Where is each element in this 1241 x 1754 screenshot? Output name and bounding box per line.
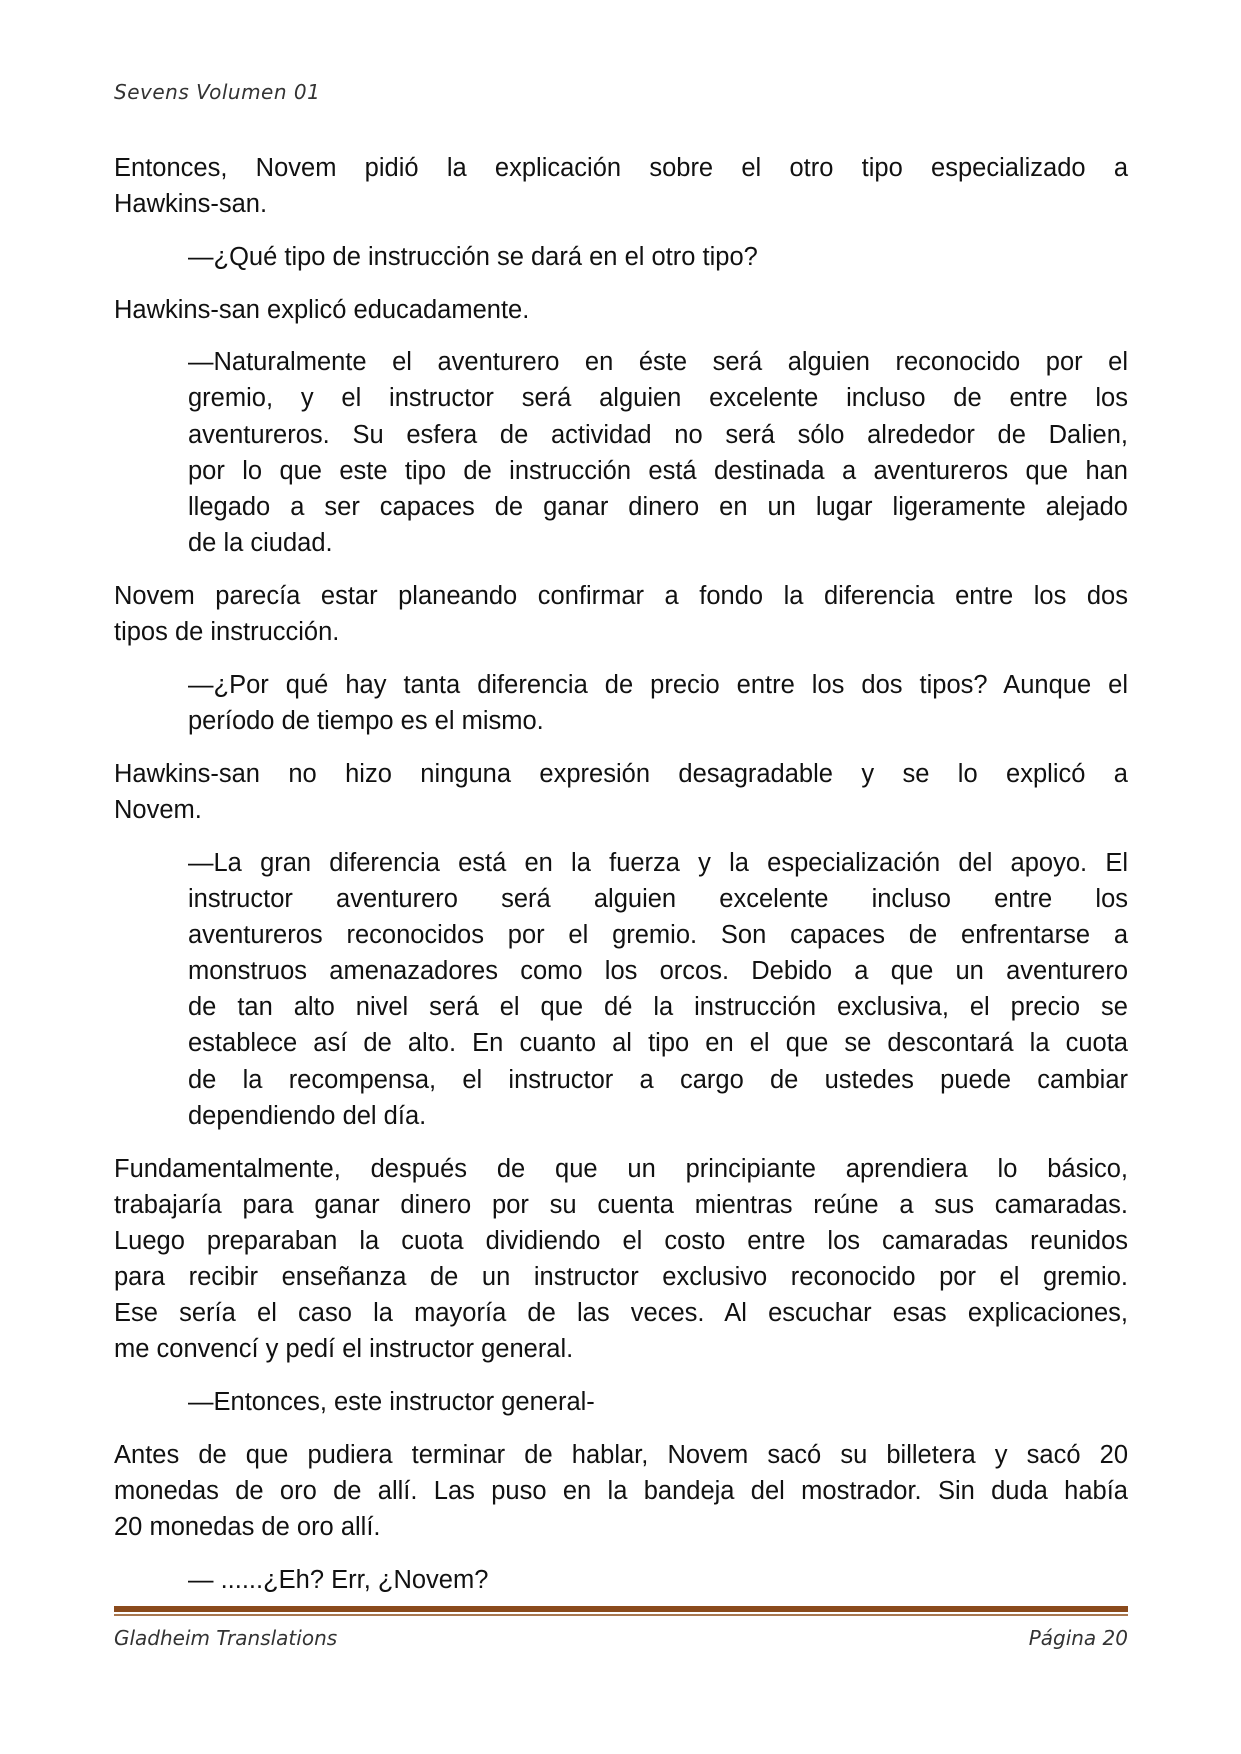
dialog-paragraph (114, 845, 1128, 1135)
narration-paragraph (114, 1437, 1128, 1546)
dialog-paragraph (114, 1562, 1128, 1598)
narration-paragraph (114, 578, 1128, 650)
text-line: llegado a ser capaces de ganar dinero en un lugar ligeramente alejado (188, 493, 1128, 521)
text-line: aventureros reconocidos por el gremio. Son capaces de enfrentarse a (188, 920, 1128, 949)
narration-paragraph (114, 756, 1128, 828)
footer-translator: Gladheim Translations (114, 1626, 338, 1650)
text-line: —Naturalmente el aventurero en éste será alguien reconocido por el (188, 348, 1128, 377)
text-line: Antes de que pudiera terminar de hablar, Novem sacó su billetera y sacó 20 (114, 1440, 1128, 1469)
narration-paragraph (114, 1151, 1128, 1368)
narration-paragraph (114, 150, 1128, 222)
page-number: Página 20 (1028, 1626, 1128, 1650)
text-line: gremio, y el instructor será alguien excelente incluso de entre los (188, 384, 1128, 413)
text-line: Ese sería el caso la mayoría de las veces. Al escuchar esas explicaciones, (114, 1299, 1128, 1328)
text-line: Hawkins-san explicó educadamente. (114, 295, 530, 324)
text-line: —La gran diferencia está en la fuerza y la especialización del apoyo. El (188, 848, 1128, 877)
text-line: trabajaría para ganar dinero por su cuenta mientras reúne a sus camaradas. (114, 1190, 1128, 1219)
dialog-paragraph (114, 1384, 1128, 1420)
dialog-paragraph (114, 667, 1128, 739)
text-line: —Entonces, este instructor general- (188, 1388, 595, 1417)
text-line: Fundamentalmente, después de que un principiante aprendiera lo básico, (114, 1154, 1128, 1183)
text-line: —¿Por qué hay tanta diferencia de precio entre los dos tipos? Aunque el (188, 670, 1128, 699)
text-line: Novem parecía estar planeando confirmar a fondo la diferencia entre los dos (114, 581, 1128, 610)
text-line: 20 monedas de oro allí. (114, 1513, 381, 1542)
text-line: de la ciudad. (188, 529, 333, 558)
footer-rule-thick (114, 1606, 1128, 1612)
footer-rule-thin (114, 1614, 1128, 1616)
text-line: — ......¿Eh? Err, ¿Novem? (188, 1565, 489, 1594)
text-line: Hawkins-san. (114, 190, 268, 219)
text-line: período de tiempo es el mismo. (188, 706, 544, 735)
text-line: Entonces, Novem pidió la explicación sobre el otro tipo especializado a (114, 154, 1128, 182)
text-line: de tan alto nivel será el que dé la instrucción exclusiva, el precio se (188, 993, 1128, 1022)
text-line: por lo que este tipo de instrucción está destinada a aventureros que han (188, 456, 1128, 485)
narration-paragraph (114, 292, 1128, 328)
text-line: monstruos amenazadores como los orcos. Debido a que un aventurero (188, 957, 1128, 986)
text-line: me convencí y pedí el instructor general. (114, 1335, 574, 1364)
text-line: para recibir enseñanza de un instructor exclusivo reconocido por el gremio. (114, 1263, 1128, 1292)
running-header: Sevens Volumen 01 (114, 80, 321, 104)
text-line: aventureros. Su esfera de actividad no será sólo alrededor de Dalien, (188, 420, 1128, 449)
body-text (114, 150, 1128, 1615)
text-line: Hawkins-san no hizo ninguna expresión desagradable y se lo explicó a (114, 759, 1128, 788)
dialog-paragraph (114, 344, 1128, 561)
text-line: dependiendo del día. (188, 1101, 427, 1130)
text-line: instructor aventurero será alguien excelente incluso entre los (188, 884, 1128, 913)
text-line: Novem. (114, 795, 202, 824)
text-line: monedas de oro de allí. Las puso en la bandeja del mostrador. Sin duda había (114, 1477, 1128, 1505)
text-line: de la recompensa, el instructor a cargo de ustedes puede cambiar (188, 1065, 1128, 1094)
dialog-paragraph (114, 239, 1128, 275)
text-line: Luego preparaban la cuota dividiendo el costo entre los camaradas reunidos (114, 1226, 1128, 1255)
text-line: tipos de instrucción. (114, 618, 340, 647)
text-line: —¿Qué tipo de instrucción se dará en el otro tipo? (188, 242, 758, 271)
text-line: establece así de alto. En cuanto al tipo en el que se descontará la cuota (188, 1029, 1128, 1058)
